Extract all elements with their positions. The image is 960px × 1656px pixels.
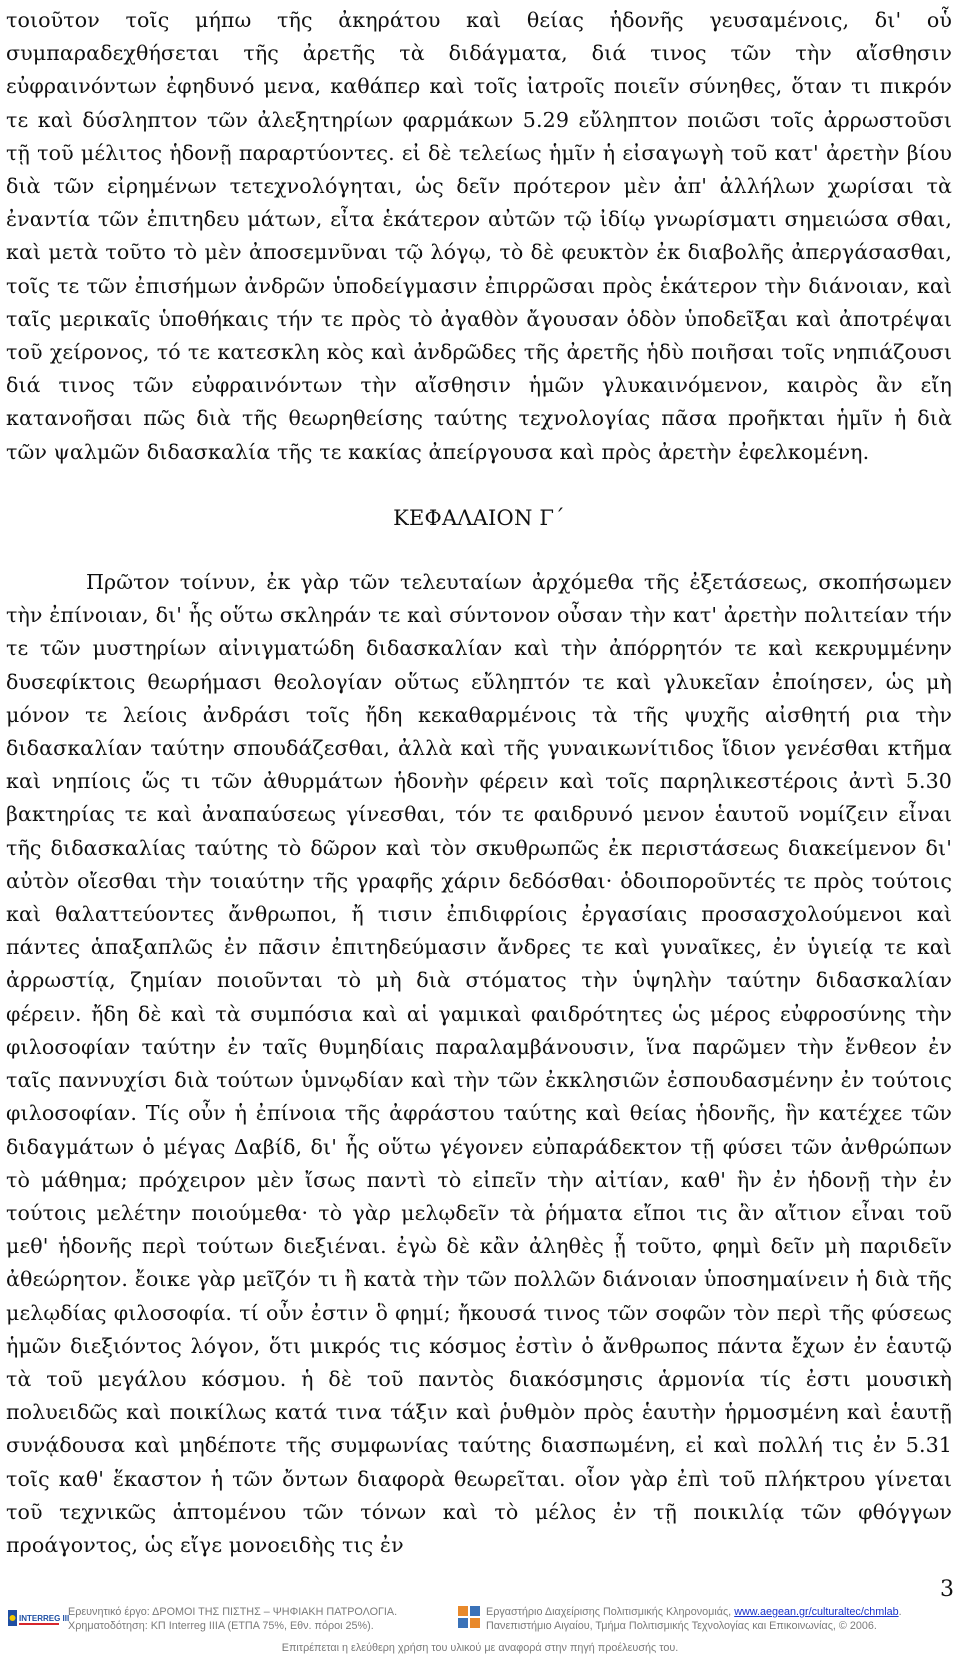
chapter-heading: ΚΕΦΑΛΑΙΟΝ Γ΄ xyxy=(393,505,565,530)
footer-university-line: Πανεπιστήμιο Αιγαίου, Τμήμα Πολιτισμικής Τεχνολογίας και Επικοινωνίας, © 2006. xyxy=(486,1620,877,1632)
paragraph-1: τοιοῦτον τοῖς μήπω τῆς ἀκηράτου καὶ θείας ἡδονῆς γευσαμένοις, δι' οὗ συμπαραδεχθήσεται τῆς ἀρετῆς τὰ διδάγματα, διά τινος τῶν τὴν αἴσθησιν εὐφραινόντων ἐφηδυνό μενα, καθάπερ καὶ τοῖς ἰατροῖς ποιεῖν σύνηθες, ὅταν τι πικρόν τε καὶ δύσληπτον τῶν ἀλεξητηρίων φαρμάκων 5.29 εὔληπτον ποιῶσι τοῖς ἀρρωστοῦσι τῇ τοῦ μέλιτος ἡδονῇ παραρτύοντες. εἰ δὲ τελείως ἡμῖν ἡ εἰσαγωγὴ τοῦ κατ' ἀρετὴν βίου διὰ τῶν εἰρημένων τετεχνολόγηται, ὡς δεῖν πρότερον μὲν ἀπ' ἀλλήλων χωρίσαι τὰ ἐναντία τῶν ἐπιτηδευ μάτων, εἶτα ἑκάτερον αὐτῶν τῷ ἰδίῳ γνωρίσματι σημειώσα σθαι, καὶ μετὰ τοῦτο τὸ μὲν ἀποσεμνῦναι τῷ λόγῳ, τὸ δὲ φευκτὸν ἐκ διαβολῆς ἀπεργάσασθαι, τοῖς τε τῶν ἐπισήμων ἀνδρῶν ὑποδείγμασιν ἐπιρρῶσαι πρὸς ἑκάτερον τὴν διάνοιαν, καὶ ταῖς μερικαῖς ὑποθήκαις τήν τε πρὸς τὸ ἀγαθὸν ἄγουσαν ὁδὸν ὑποδεῖξαι καὶ ἀποτρέψαι τοῦ χείρονος, τό τε κατεσκλη κὸς καὶ ἀνδρῶδες τῆς ἀρετῆς ἡδὺ ποιῆσαι τοῖς νηπιάζουσι διά τινος τῶν εὐφραινόντων τὴν αἴσθησιν ἡμῶν γλυκαινόμενον, καιρὸς ἂν εἴη κατανοῆσαι πῶς διὰ τῆς θεωρηθείσης ταύτης τεχνολογίας πᾶσα προῆκται ἡμῖν ἡ διὰ τῶν ψαλμῶν διδασκαλία τῆς τε κακίας ἀπείργουσα καὶ πρὸς ἀρετὴν ἐφελκομένη. xyxy=(6,8,952,464)
page-footer xyxy=(0,1603,960,1656)
footer-project-info xyxy=(68,1605,428,1633)
page-number: 3 xyxy=(940,1577,954,1602)
paragraph-2: Πρῶτον τοίνυν, ἐκ γὰρ τῶν τελευταίων ἀρχόμεθα τῆς ἐξετάσεως, σκοπήσωμεν τὴν ἐπίνοιαν, δι' ἧς οὕτω σκληράν τε καὶ σύντονον οὖσαν τὴν κατ' ἀρετὴν πολιτείαν τήν τε τῶν μυστηρίων αἰνιγματώδη διδασκαλίαν καὶ τὴν ἀπόρρητόν τε καὶ κεκρυμμένην δυσεφίκτοις θεωρήμασι θεολογίαν οὕτως εὔληπτόν τε καὶ γλυκεῖαν ἐποίησεν, ὡς μὴ μόνον τε λείοις ἀνδράσι τοῖς ἤδη κεκαθαρμένοις τὰ τῆς ψυχῆς αἰσθητή ρια τὴν διδασκαλίαν ταύτην σπουδάζεσθαι, ἀλλὰ καὶ τῆς γυναικωνίτιδος ἴδιον γενέσθαι κτῆμα καὶ νηπίοις ὥς τι τῶν ἀθυρμάτων ἡδονὴν φέρειν καὶ τοῖς παρηλικεστέροις ἀντὶ 5.30 βακτηρίας τε καὶ ἀναπαύσεως γίνεσθαι, τόν τε φαιδρυνό μενον ἑαυτοῦ νομίζειν εἶναι τῆς διδασκαλίας ταύτης τὸ δῶρον καὶ τὸν σκυθρωπῶς ἐκ περιστάσεως διακείμενον δι' αὐτὸν οἴεσθαι τὴν τοιαύτην τῆς γραφῆς χάριν δεδόσθαι· ὁδοιποροῦντές τε πρὸς τούτοις καὶ θαλαττεύοντες ἄνθρωποι, ἤ τισιν ἐπιδιφρίοις ἐργασίαις προσασχολούμενοι καὶ πάντες ἁπαξαπλῶς ἐν πᾶσιν ἐπιτηδεύμασιν ἄνδρες τε καὶ γυναῖκες, ἐν ὑγιείᾳ τε καὶ ἀρρωστίᾳ, ζημίαν ποιοῦνται τὸ μὴ διὰ στόματος τὴν ὑψηλὴν ταύτην διδασκαλίαν φέρειν. ἤδη δὲ καὶ τὰ συμπόσια καὶ αἱ γαμικαὶ φαιδρότητες ὡς μέρος εὐφροσύνης τὴν φιλοσοφίαν ταύτην ἐν ταῖς θυμηδίαις παραλαμβάνουσιν, ἵνα παρῶμεν τὴν ἔνθεον ἐν ταῖς παννυχίσι διὰ τούτων ὑμνῳδίαν καὶ τὴν τῶν ἐκκλησιῶν ἐσπουδασμένην ἐν τούτοις φιλοσοφίαν. Τίς οὖν ἡ ἐπίνοια τῆς ἀφράστου ταύτης καὶ θείας ἡδονῆς, ἣν κατέχεε τῶν διδαγμάτων ὁ μέγας Δαβίδ, δι' ἧς οὕτω γέγονεν εὐπαράδεκτον τῇ φύσει τῶν ἀνθρώπων τὸ μάθημα; πρόχειρον μὲν ἴσως παντὶ τὸ εἰπεῖν τὴν αἰτίαν, καθ' ἣν ἐν ἡδονῇ τὴν ἐν τούτοις μελέτην ποιούμεθα· τὸ γὰρ μελῳδεῖν τὰ ῥήματα εἴποι τις ἂν αἴτιον εἶναι τοῦ μεθ' ἡδονῆς περὶ τούτων διεξιέναι. ἐγὼ δὲ κἂν ἀληθὲς ᾖ τοῦτο, φημὶ δεῖν μὴ παριδεῖν ἀθεώρητον. ἔοικε γὰρ μεῖζόν τι ἢ κατὰ τὴν τῶν πολλῶν διάνοιαν ὑποσημαίνειν ἡ διὰ τῆς μελῳδίας φιλοσοφία. τί οὖν ἐστιν ὃ φημί; ἤκουσά τινος τῶν σοφῶν τὸν περὶ τῆς φύσεως ἡμῶν διεξιόντος λόγον, ὅτι μικρός τις κόσμος ἐστὶν ὁ ἄνθρωπος πάντα ἔχων ἐν ἑαυτῷ τὰ τοῦ μεγάλου κόσμου. ἡ δὲ τοῦ παντὸς διακόσμησις ἁρμονία τίς ἐστι μουσικὴ πολυειδῶς καὶ ποικίλως κατά τινα τάξιν καὶ ῥυθμὸν πρὸς ἑαυτὴν ἡρμοσμένη καὶ ἑαυτῇ συνᾴδουσα καὶ μηδέποτε τῆς συμφωνίας ταύτης διασπωμένη, εἰ καὶ πολλή τις ἐν 5.31 τοῖς καθ' ἕκαστον ἡ τῶν ὄντων διαφορὰ θεωρεῖται. οἷον γὰρ ἐπὶ τοῦ πλήκτρου γίνεται τοῦ τεχνικῶς ἁπτομένου τῶν τόνων καὶ τὸ μέλος ἐν τῇ ποικιλίᾳ τῶν φθόγγων προάγοντος, ὡς εἴγε μονοειδὴς τις ἐν xyxy=(6,570,952,1557)
footer-usage-note: Επιτρέπεται η ελεύθερη χρήση του υλικού με αναφορά στην πηγή προέλευσής του. xyxy=(281,1642,679,1654)
interreg-logo-icon xyxy=(8,1608,70,1628)
footer-lab-period: . xyxy=(898,1606,902,1618)
interreg-logo-text: INTERREG III xyxy=(19,1614,70,1623)
lab-logo-icon xyxy=(458,1606,480,1628)
document-page xyxy=(6,4,952,1562)
footer-lab-name: Εργαστήριο Διαχείρισης Πολιτισμικής Κληρονομιάς, xyxy=(486,1606,735,1618)
lab-website-link[interactable]: www.aegean.gr/culturaltec/chmlab xyxy=(734,1606,899,1618)
footer-funding-line: Χρηματοδότηση: ΚΠ Interreg IIIA (ΕΤΠΑ 75%, Εθν. πόροι 25%). xyxy=(68,1620,374,1632)
footer-lab-info xyxy=(486,1605,956,1633)
footer-project-line: Ερευνητικό έργο: ΔΡΟΜΟΙ ΤΗΣ ΠΙΣΤΗΣ – ΨΗΦΙΑΚΗ ΠΑΤΡΟΛΟΓΙΑ. xyxy=(68,1606,398,1618)
footer-lab-line xyxy=(486,1605,956,1619)
